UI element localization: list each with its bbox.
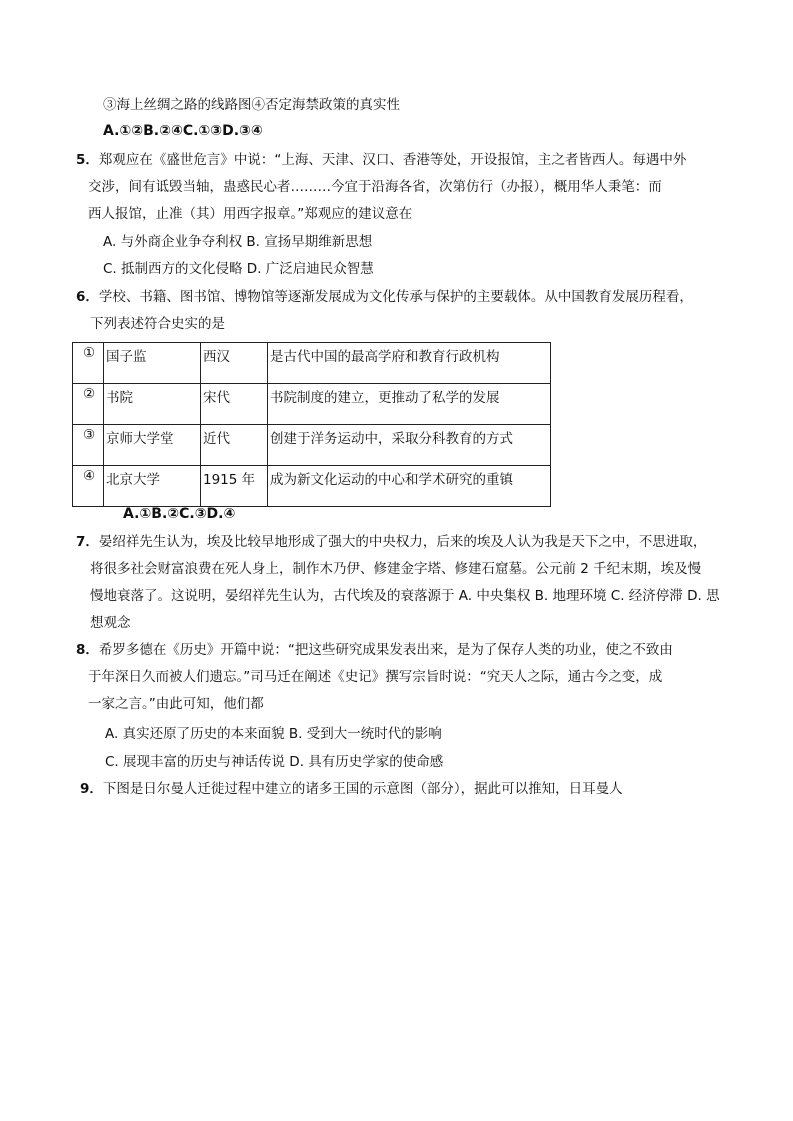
period-cell: 近代 (201, 425, 268, 466)
q8-stem-line-2: 于年深日久而被人们遗忘。”司马迁在阐述《史记》撰写宗旨时说：“究天人之际，通古今之变，成 (88, 669, 663, 685)
q5-stem-line-1 (76, 151, 686, 169)
q7-number: 7． (76, 534, 99, 550)
q7-stem-line-1 (76, 533, 706, 551)
row-index: ② (73, 384, 104, 425)
table-row (73, 343, 551, 384)
q7-stem-line-3: 慢地衰落了。这说明，晏绍祥先生认为，古代埃及的衰落源于 A. 中央集权 B. 地理环境 C. 经济停滞 D. 思 (90, 588, 720, 604)
q5-number: 5． (76, 152, 99, 168)
q8-text-1: 希罗多德在《历史》开篇中说：“把这些研究成果发表出来，是为了保存人类的功业，使之不致由 (98, 642, 673, 658)
row-index: ③ (73, 425, 104, 466)
q7-stem-line-4: 想观念 (90, 615, 131, 631)
row-index: ④ (73, 466, 104, 507)
q6-stem-line-1 (76, 288, 693, 306)
table-row (73, 425, 551, 466)
q5-text-1: 郑观应在《盛世危言》中说：“上海、天津、汉口、香港等处，开设报馆，主之者皆西人。每遇中外 (98, 152, 687, 168)
description-cell: 是古代中国的最高学府和教育行政机构 (268, 343, 551, 384)
q5-options-cd: C. 抵制西方的文化侵略 D. 广泛启迪民众智慧 (103, 261, 374, 277)
q6-number: 6． (76, 289, 99, 305)
q5-options-ab: A. 与外商企业争夺利权 B. 宣扬早期维新思想 (103, 234, 373, 250)
q7-stem-line-2: 将很多社会财富浪费在死人身上，制作木乃伊、修建金字塔、修建石窟墓。公元前 2 千纪末期，埃及慢 (90, 561, 702, 577)
description-cell: 书院制度的建立，更推动了私学的发展 (268, 384, 551, 425)
description-cell: 创建于洋务运动中，采取分科教育的方式 (268, 425, 551, 466)
education-history-table (72, 342, 551, 507)
q8-stem-line-3: 一家之言。”由此可知，他们都 (88, 696, 264, 712)
table-row (73, 384, 551, 425)
q9-text-1: 下图是日尔曼人迁徙过程中建立的诸多王国的示意图（部分），据此可以推知，日耳曼人 (102, 781, 623, 797)
q7-text-1: 晏绍祥先生认为，埃及比较早地形成了强大的中央权力，后来的埃及人认为我是天下之中，不思进取， (98, 534, 707, 550)
description-cell: 成为新文化运动的中心和学术研究的重镇 (268, 466, 551, 507)
institution-cell: 国子监 (104, 343, 201, 384)
period-cell: 西汉 (201, 343, 268, 384)
q6-text-1: 学校、书籍、图书馆、博物馆等逐渐发展成为文化传承与保护的主要载体。从中国教育发展历程看， (98, 289, 693, 305)
q5-stem-line-3: 西人报馆，止准（其）用西字报章。”郑观应的建议意在 (88, 206, 413, 222)
q8-options-cd: C. 展现丰富的历史与神话传说 D. 具有历史学家的使命感 (105, 754, 444, 770)
row-index: ① (73, 343, 104, 384)
q8-number: 8． (76, 642, 99, 658)
q9-stem-line-1 (80, 780, 623, 798)
q4-statement-tail: ③海上丝绸之路的线路图④否定海禁政策的真实性 (103, 97, 400, 113)
table-row (73, 466, 551, 507)
q9-number: 9． (80, 781, 103, 797)
institution-cell: 北京大学 (104, 466, 201, 507)
q6-stem-line-2: 下列表述符合史实的是 (90, 316, 225, 332)
institution-cell: 书院 (104, 384, 201, 425)
q8-options-ab: A. 真实还原了历史的本来面貌 B. 受到大一统时代的影响 (105, 726, 442, 742)
period-cell: 1915 年 (201, 466, 268, 507)
institution-cell: 京师大学堂 (104, 425, 201, 466)
q4-options: A.①②B.②④C.①③D.③④ (103, 123, 263, 139)
period-cell: 宋代 (201, 384, 268, 425)
q6-options: A.①B.②C.③D.④ (123, 506, 236, 522)
q8-stem-line-1 (76, 641, 673, 659)
q5-stem-line-2: 交涉，间有诋毁当轴，蛊惑民心者………今宜于沿海各省，次第仿行（办报），概用华人秉笔：而 (88, 179, 662, 195)
